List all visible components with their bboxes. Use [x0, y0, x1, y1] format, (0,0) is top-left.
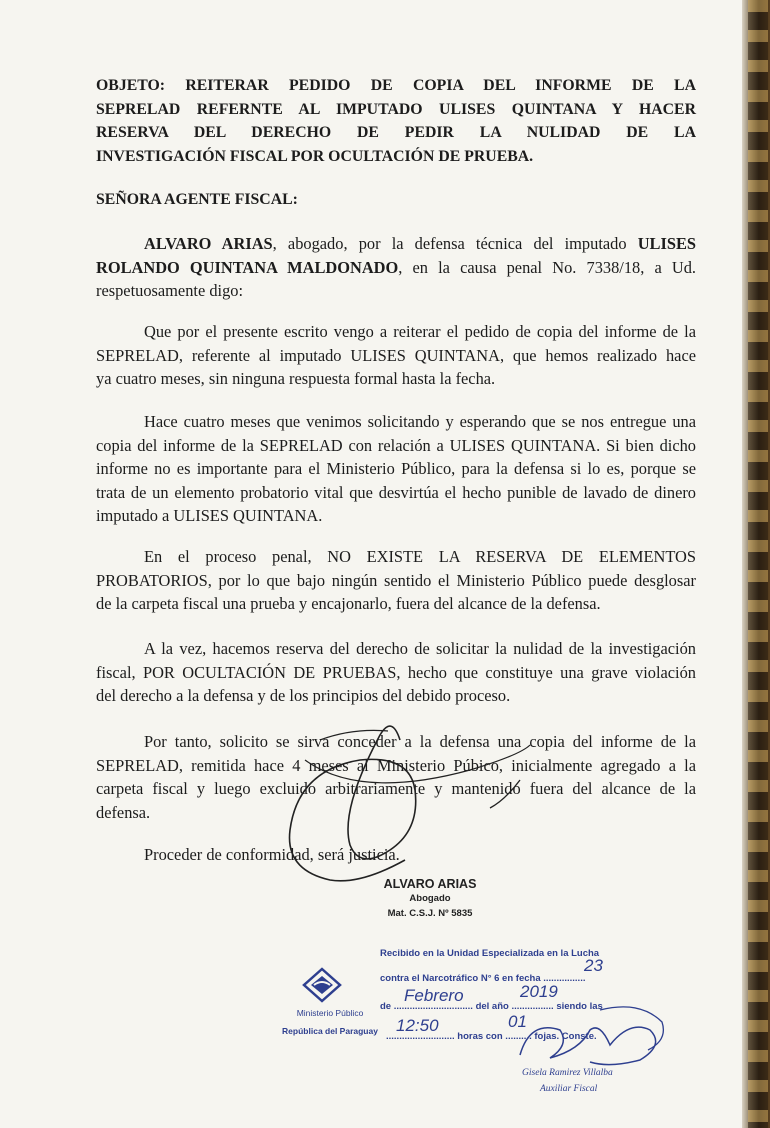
signature-title: Abogado — [409, 893, 451, 904]
stamp-year-label: del año — [475, 1001, 509, 1012]
stamp-line-2: contra el Narcotráfico N° 6 en fecha ................ — [380, 973, 586, 984]
paragraph-4-line-1: En el proceso penal, NO EXISTE LA RESERVA DE ELEMENTOS — [144, 547, 696, 566]
stamp-fojas-label: fojas. Conste. — [534, 1031, 597, 1042]
paragraph-3-line-4: trata de un elemento probatorio vital que desvirtúa el hecho punible de lavado de dinero — [96, 482, 696, 502]
paragraph-5-line-3: del derecho a la defensa y de los principios del debido proceso. — [96, 686, 511, 705]
stamp-year-value: 2019 — [520, 982, 558, 1001]
paragraph-5-line-1: A la vez, hacemos reserva del derecho de solicitar la nulidad de la investigación — [144, 639, 696, 658]
heading-line-4: INVESTIGACIÓN FISCAL POR OCULTACIÓN DE PRUEBA. — [96, 147, 534, 165]
stamp-time-value: 12:50 — [396, 1016, 439, 1035]
clerk-role: Auxiliar Fiscal — [540, 1084, 598, 1094]
paragraph-1-text-b: , en la causa penal No. 7338/18, a Ud. — [398, 257, 696, 277]
client-name-part-2: ROLANDO QUINTANA MALDONADO — [96, 257, 399, 277]
heading-line-2: SEPRELAD REFERNTE AL IMPUTADO ULISES QUINTANA Y HACER — [96, 100, 696, 118]
document-heading — [96, 74, 696, 168]
attorney-name: ALVARO ARIAS — [144, 234, 273, 253]
client-name-part-1: ULISES — [637, 234, 697, 253]
paragraph-4 — [96, 545, 696, 616]
paragraph-6-line-1: Por tanto, solicito se sirva conceder a la defensa una copia del informe de la — [144, 732, 696, 751]
stamp-siendo-label: siendo las — [556, 1001, 603, 1012]
paragraph-1-text-c: respetuosamente digo: — [96, 281, 244, 300]
paragraph-3-line-3: informe no es importante para el Ministerio Público, para la defensa si lo es, porque se — [96, 459, 696, 478]
heading-line-3: RESERVA DEL DERECHO DE PEDIR LA NULIDAD DE LA — [96, 124, 696, 141]
paragraph-3-line-2: copia del informe de la SEPRELAD con relación a ULISES QUINTANA. Si bien dicho — [96, 435, 696, 455]
stamp-line-4: .......................... horas con .......... fojas. Conste. — [386, 1031, 597, 1042]
ministry-country: República del Paraguay — [282, 1026, 378, 1036]
clerk-name: Gisela Ramirez Villalba — [522, 1068, 613, 1078]
stamp-line-3: de .............................. del año ................ siendo las — [380, 1001, 603, 1012]
stamp-line-1: Recibido en la Unidad Especializada en la Lucha — [380, 948, 600, 959]
paragraph-6-line-2: SEPRELAD, remitida hace 4 meses al Ministerio Púbico, inicialmente agregado a la — [96, 755, 696, 775]
stamp-date-label: contra el Narcotráfico N° 6 en fecha — [380, 973, 541, 984]
paragraph-4-line-2: PROBATORIOS, por lo que bajo ningún sentido el Ministerio Público puede desglosar — [96, 570, 696, 590]
paragraph-2-line-3: ya cuatro meses, sin ninguna respuesta formal hasta la fecha. — [96, 369, 496, 388]
paragraph-6 — [96, 730, 696, 824]
paragraph-5-line-2: fiscal, POR OCULTACIÓN DE PRUEBAS, hecho que constituye una grave violación — [96, 662, 696, 682]
salutation: SEÑORA AGENTE FISCAL: — [96, 191, 298, 208]
paragraph-5 — [96, 637, 696, 708]
stamp-horas-label: horas con — [457, 1031, 503, 1042]
stamp-date-value: 23 — [584, 956, 603, 975]
heading-line-1: OBJETO: REITERAR PEDIDO DE COPIA DEL INFORME DE LA — [96, 77, 696, 94]
paragraph-1-text-a: , abogado, por la defensa técnica del imputado — [272, 234, 638, 253]
signature-name: ALVARO ARIAS — [383, 877, 477, 891]
ministry-name: Ministerio Público — [296, 1008, 364, 1018]
stamp-count-value: 01 — [508, 1012, 527, 1031]
paragraph-2-line-2: SEPRELAD, referente al imputado ULISES QUINTANA, que hemos realizado hace — [96, 345, 696, 365]
paragraph-6-line-4: defensa. — [96, 802, 151, 822]
paragraph-2 — [96, 320, 696, 391]
closing-line: Proceder de conformidad, será justicia. — [144, 845, 400, 864]
stamp-de-label: de — [380, 1001, 392, 1012]
paragraph-3-line-5: imputado a ULISES QUINTANA. — [96, 506, 323, 525]
stamp-month-value: Febrero — [404, 986, 464, 1005]
paragraph-1 — [96, 232, 696, 303]
paragraph-6-line-3: carpeta fiscal y luego excluido arbitrariamente y mantenido fuera del alcance de la — [96, 779, 696, 798]
book-edge-pattern — [748, 0, 768, 1128]
paragraph-3-line-1: Hace cuatro meses que venimos solicitando y esperando que se nos entregue una — [144, 412, 696, 431]
ministerio-publico-logo-icon — [302, 967, 342, 1003]
signature-registration: Mat. C.S.J. Nº 5835 — [387, 908, 473, 919]
paragraph-2-line-1: Que por el presente escrito vengo a reiterar el pedido de copia del informe de la — [144, 322, 696, 341]
paragraph-3 — [96, 410, 696, 528]
paragraph-4-line-3: de la carpeta fiscal una prueba y encajonarlo, fuera del alcance de la defensa. — [96, 594, 601, 613]
